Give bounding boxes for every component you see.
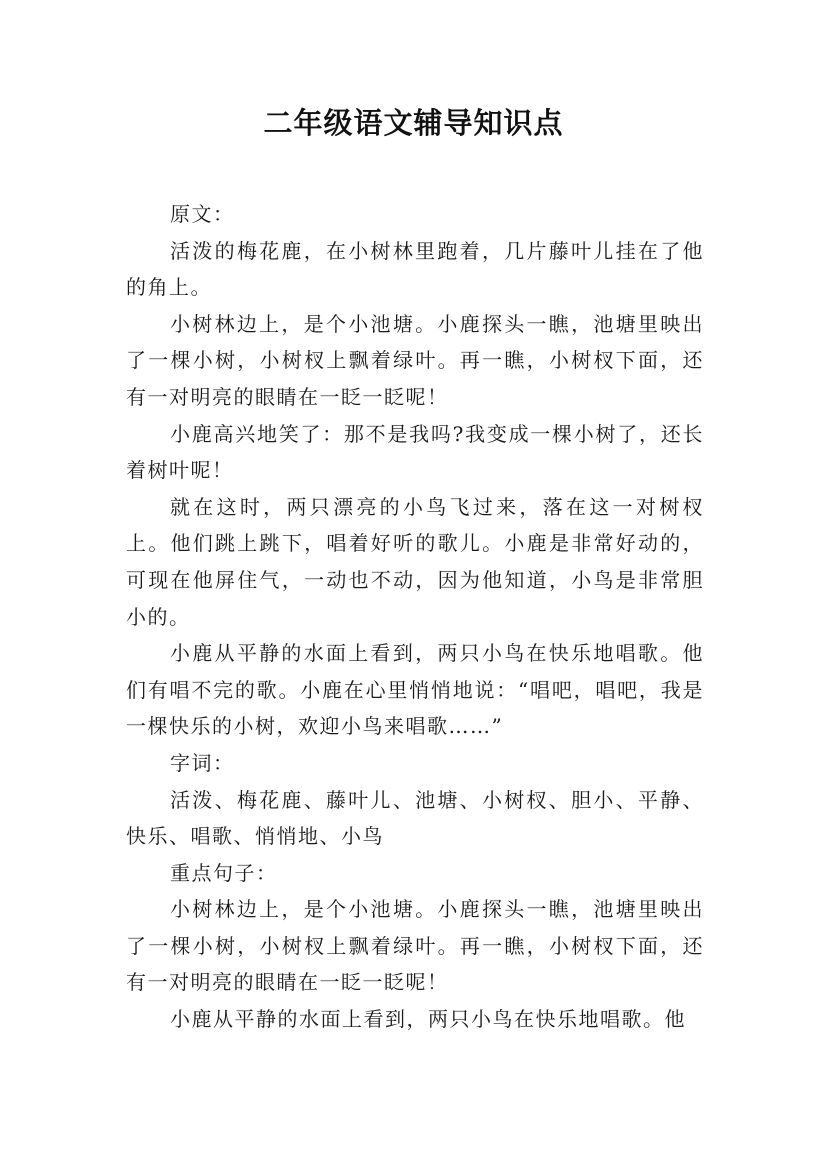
paragraph: 小鹿从平静的水面上看到，两只小鸟在快乐地唱歌。他	[170, 1007, 686, 1032]
paragraph: 小树林边上，是个小池塘。小鹿探头一瞧，池塘里映出了一棵小树，小树杈上飘着绿叶。再一瞧，小树杈下面，还有一对明亮的眼睛在一眨一眨呢！	[126, 897, 704, 995]
paragraph: 小树林边上，是个小池塘。小鹿探头一瞧，池塘里映出了一棵小树，小树杈上飘着绿叶。再一瞧，小树杈下面，还有一对明亮的眼睛在一眨一眨呢！	[126, 311, 704, 409]
paragraph: 活泼的梅花鹿，在小树林里跑着，几片藤叶儿挂在了他的角上。	[126, 238, 704, 300]
paragraph: 就在这时，两只漂亮的小鸟飞过来，落在这一对树杈上。他们跳上跳下，唱着好听的歌儿。小鹿是非常好动的，可现在他屏住气，一动也不动，因为他知道，小鸟是非常胆小的。	[126, 494, 704, 629]
document-body	[126, 196, 704, 1038]
section-heading-original-text: 原文：	[170, 202, 235, 226]
section-heading-key-sentences: 重点句子：	[170, 860, 278, 885]
document-title: 二年级语文辅导知识点	[263, 106, 564, 140]
paragraph: 小鹿高兴地笑了：那不是我吗?我变成一棵小树了，还长着树叶呢！	[126, 421, 704, 483]
section-heading-vocabulary: 字词：	[170, 750, 235, 775]
paragraph: 小鹿从平静的水面上看到，两只小鸟在快乐地唱歌。他们有唱不完的歌。小鹿在心里悄悄地说：“唱吧，唱吧，我是一棵快乐的小树，欢迎小鸟来唱歌……”	[126, 641, 704, 739]
vocabulary-list: 活泼、梅花鹿、藤叶儿、池塘、小树杈、胆小、平静、快乐、唱歌、悄悄地、小鸟	[126, 787, 704, 849]
